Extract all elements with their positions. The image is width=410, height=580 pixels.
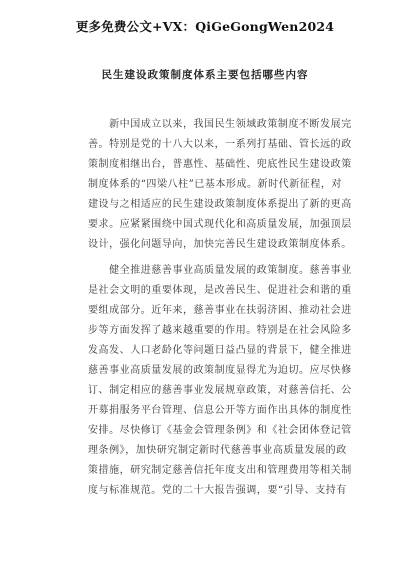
text-line: 策制度相继出台，普惠性、基础性、兜底性民生建设政策 — [88, 159, 352, 170]
document-title: 民生建设政策制度体系主要包括哪些内容 — [101, 69, 309, 81]
text-line: 设计，强化问题导向，加快完善民生建设政策制度体系。 — [88, 239, 352, 250]
text-line: 善。特别是党的十八大以来，一系列打基础、管长远的政 — [88, 139, 352, 150]
text-line: 健全推进慈善事业高质量发展的政策制度。慈善事业 — [88, 265, 352, 276]
text-line: 安排。尽快修订《基金会管理条例》和《社会团体登记管 — [88, 425, 352, 436]
text-line: 度与标准规范。党的二十大报告强调，要“引导、支持有 — [88, 485, 347, 496]
text-line: 新中国成立以来，我国民生领域政策制度不断发展完 — [88, 119, 352, 130]
text-line: 要组成部分。近年来，慈善事业在扶弱济困、推动社会进 — [88, 305, 352, 316]
text-line: 开募捐服务平台管理、信息公开等方面作出具体的制度性 — [88, 405, 352, 416]
text-line: 要求。应紧紧围绕中国式现代化和高质量发展，加强顶层 — [88, 219, 352, 230]
text-line: 发高发、人口老龄化等问题日益凸显的背景下，健全推进 — [88, 345, 352, 356]
watermark-header: 更多免费公文+VX：QiGeGongWen2024 — [75, 19, 335, 34]
text-line: 是社会文明的重要体现，是改善民生、促进社会和谐的重 — [88, 285, 352, 296]
text-line: 建设与之相适应的民生建设政策制度体系提出了新的更高 — [88, 199, 352, 210]
paragraph — [88, 261, 360, 501]
text-line: 步等方面发挥了越来越重要的作用。特别是在社会风险多 — [88, 325, 352, 336]
text-line: 制度体系的“四梁八柱”已基本形成。新时代新征程，对 — [88, 179, 342, 190]
paragraph — [88, 115, 360, 255]
text-line: 慈善事业高质量发展的政策制度显得尤为迫切。应尽快修 — [88, 365, 352, 376]
text-line: 理条例》，加快研究制定新时代慈善事业高质量发展的政 — [88, 445, 347, 456]
text-line: 策措施，研究制定慈善信托年度支出和管理费用等相关制 — [88, 465, 352, 476]
document-body — [88, 115, 360, 501]
text-line: 订、制定相应的慈善事业发展规章政策，对慈善信托、公 — [88, 385, 352, 396]
